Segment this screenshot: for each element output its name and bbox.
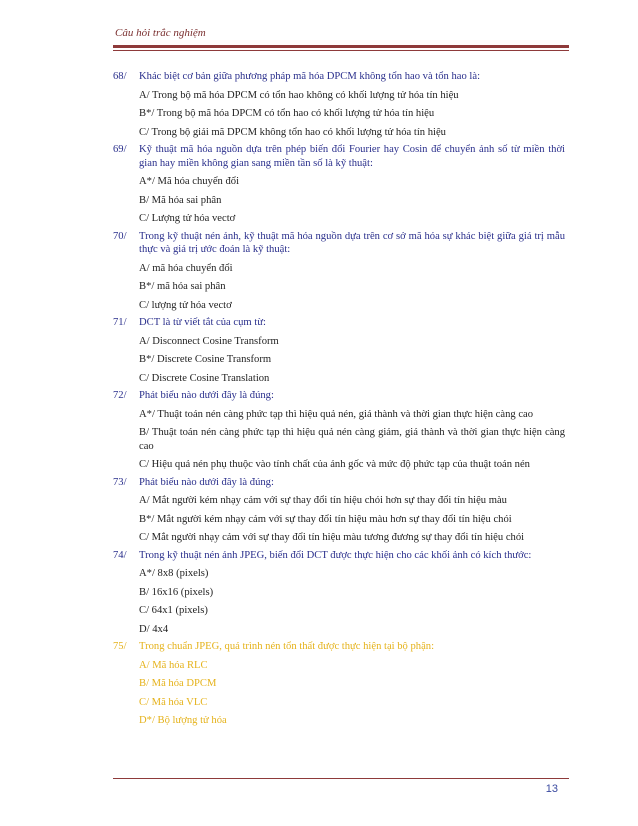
answer-option: B/ 16x16 (pixels) <box>139 586 214 598</box>
header-title: Câu hỏi trắc nghiệm <box>115 27 206 39</box>
page-number: 13 <box>545 783 558 795</box>
question-item <box>113 389 565 472</box>
answer-option: A*/ Mã hóa chuyển đổi <box>139 176 240 187</box>
question-text: Phát biểu nào dưới đây là đúng: <box>139 390 274 401</box>
footer-rule <box>113 778 569 779</box>
question-item <box>113 316 565 385</box>
question-text: Kỹ thuật mã hóa nguồn dựa trên phép biến đổi Fourier hay Cosin để chuyển ảnh số từ miền thời gian hay miền không gian sang miền tần số là kỹ thuật: <box>139 144 565 169</box>
question-text: Trong kỹ thuật nén ảnh JPEG, biến đổi DCT được thực hiện cho các khối ảnh có kích thước: <box>139 549 532 561</box>
answer-option: A/ Disconnect Cosine Transform <box>139 335 279 347</box>
answer-option: B/ Mã hóa DPCM <box>139 678 217 689</box>
answer-option: A/ Mắt người kém nhạy cảm với sự thay đổi tín hiệu chói hơn sự thay đổi tín hiệu màu <box>139 495 507 506</box>
question-text: Phát biểu nào dưới đây là đúng: <box>139 476 274 488</box>
answer-option: B*/ Mắt người kém nhạy cảm với sự thay đổi tín hiệu màu hơn sự thay đổi tín hiệu chói <box>139 513 512 525</box>
question-item <box>113 143 565 226</box>
answer-option: A/ Trong bộ mã hóa DPCM có tổn hao không có khối lượng tử hóa tín hiệu <box>139 89 459 101</box>
answer-option: C/ Trong bộ giải mã DPCM không tổn hao có khối lượng tử hóa tín hiệu <box>139 126 446 138</box>
header-rule-thick <box>113 45 569 48</box>
answer-option: C/ Mã hóa VLC <box>139 696 208 708</box>
question-number: 69/ <box>113 144 127 155</box>
question-item <box>113 476 565 545</box>
header-rule-thin <box>113 50 569 51</box>
answer-option: A*/ 8x8 (pixels) <box>139 568 209 579</box>
answer-option: D*/ Bộ lượng tử hóa <box>139 715 227 726</box>
answer-option: D/ 4x4 <box>139 623 169 635</box>
question-number: 72/ <box>113 390 127 401</box>
answer-option: B/ Mã hóa sai phân <box>139 194 222 206</box>
answer-option: B/ Thuật toán nén càng phức tạp thì hiệu quả nén càng giảm, giá thành và thời gian thực hiện càng cao <box>139 427 565 452</box>
question-item <box>113 70 565 139</box>
answer-option: B*/ Discrete Cosine Transform <box>139 354 272 365</box>
question-item <box>113 549 565 637</box>
question-list <box>113 70 565 732</box>
answer-option: C/ Lượng tử hóa vectơ <box>139 213 236 224</box>
question-text: Trong chuẩn JPEG, quá trình nén tổn thất được thực hiện tại bộ phận: <box>139 641 435 652</box>
question-number: 68/ <box>113 71 127 82</box>
answer-option: B*/ mã hóa sai phân <box>139 281 226 292</box>
answer-option: C/ 64x1 (pixels) <box>139 605 208 616</box>
question-number: 70/ <box>113 230 127 242</box>
question-item <box>113 640 565 728</box>
answer-option: C/ Hiệu quả nén phụ thuộc vào tính chất của ảnh gốc và mức độ phức tạp của thuật toán nén <box>139 459 530 470</box>
question-number: 71/ <box>113 317 127 328</box>
question-text: Trong kỹ thuật nén ảnh, kỹ thuật mã hóa nguồn dựa trên cơ sở mã hóa sự khác biệt giữa giá trị mẫu thực và giá trị ước đoán là kỹ thuật: <box>139 230 565 255</box>
question-text: DCT là từ viết tắt của cụm từ: <box>139 317 266 328</box>
answer-option: A/ Mã hóa RLC <box>139 659 208 671</box>
answer-option: C/ lượng tử hóa vectơ <box>139 299 232 311</box>
answer-option: A*/ Thuật toán nén càng phức tạp thì hiệu quả nén, giá thành và thời gian thực hiện càng cao <box>139 408 534 420</box>
question-text: Khác biệt cơ bản giữa phương pháp mã hóa DPCM không tổn hao và tổn hao là: <box>139 71 481 82</box>
question-number: 74/ <box>113 549 127 561</box>
question-number: 73/ <box>113 476 127 488</box>
answer-option: B*/ Trong bộ mã hóa DPCM có tổn hao có khối lượng tử hóa tín hiệu <box>139 108 435 119</box>
answer-option: C/ Discrete Cosine Translation <box>139 372 270 384</box>
question-item <box>113 230 565 313</box>
answer-option: A/ mã hóa chuyển đổi <box>139 262 233 274</box>
answer-option: C/ Mắt người nhạy cảm với sự thay đổi tín hiệu màu tương đương sự thay đổi tín hiệu chói <box>139 532 525 543</box>
question-number: 75/ <box>113 641 127 652</box>
